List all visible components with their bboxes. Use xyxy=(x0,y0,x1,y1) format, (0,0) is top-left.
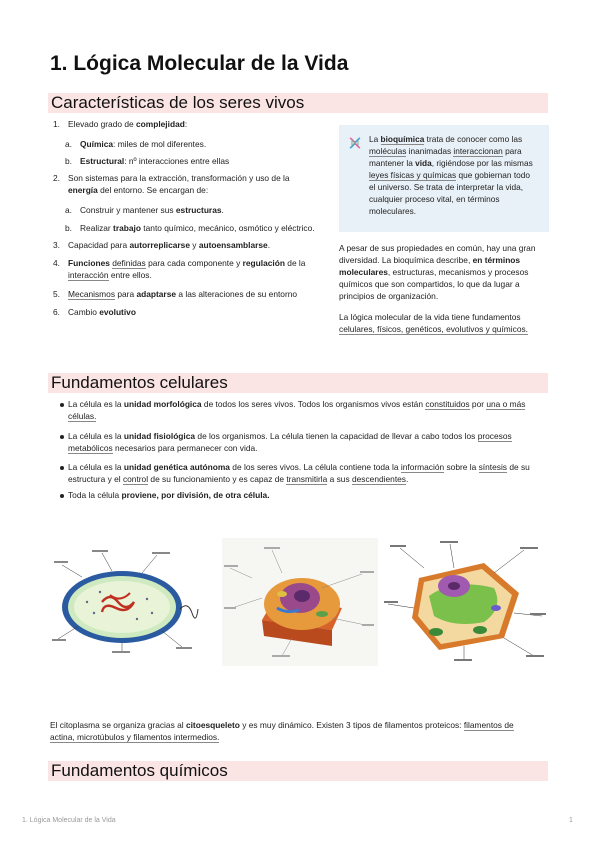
callout-text: La bioquímica trata de conocer como las moléculas inanimadas interaccionan para mantener la vida, rigiéndose por las mismas leyes físicas y químicas que gobiernan todo el universo. Se trata de interpretar la vida, cualquier proceso vital, en términos moleculares. xyxy=(369,134,533,216)
paragraph-citoplasma: El citoplasma se organiza gracias al citoesqueleto y es muy dinámico. Existen 3 tipos de filamentos proteicos: filamentos de actina, microtúbulos y filamentos intermedios. xyxy=(50,720,514,742)
bullet-dot xyxy=(60,466,64,470)
paragraph-fundamentos: La lógica molecular de la vida tiene fundamentos celulares, físicos, genéticos, evolutivos y químicos. xyxy=(339,312,528,334)
section-heading-caracteristicas: Características de los seres vivos xyxy=(48,93,548,113)
paragraph-diversidad: A pesar de sus propiedades en común, hay una gran diversidad. La bioquímica describe, en términos moleculares, estructuras, mecanismos y procesos químicos que son compartidos, lo que da lugar a principios de organización. xyxy=(339,243,536,301)
list-item: La célula es la unidad genética autónoma de los seres vivos. La célula contiene toda la información sobre la síntesis de su estructura y el control de su funcionamiento y es capaz de transmitirla a sus descendientes. xyxy=(68,462,530,484)
list-item: La célula es la unidad morfológica de todos los seres vivos. Todos los organismos vivos están constituidos por una o más células. xyxy=(68,399,526,421)
page-title: 1. Lógica Molecular de la Vida xyxy=(50,52,349,75)
document-page: 1. Lógica Molecular de la Vida Características de los seres vivos 1. Elevado grado de complejidad: a. Química: miles de mol diferentes. b. Estructural: nº interacciones entre ellas 2. Son sistemas para la extracción, transformación y uso de la energía del entorno. Se encargan de: a. Construir y mantener sus estructuras. b. Realizar trabajo tanto químico, mecánico, osmótico y eléctrico. 3. Capacidad para autorreplicarse y autoensamblarse. 4. Funciones definidas para cada componente y regulación de la interacción entre ellos. 5. Mecanismos para adaptarse a las alteraciones de su entorno 6. Cambio evolutivo La bioquímica trata de conocer como las moléculas inanimadas interaccionan para mantener la vida, rigiéndose por las mismas leyes físicas y químicas que gobiernan todo el universo. Se trata de interpretar la vida, cualquier proceso vital, en términos moleculares. A pesar de sus propiedades en común, hay una gran diversidad. La bioquímica describe, en términos moleculares, estructuras, mecanismos y procesos químicos que son compartidos, lo que da lugar a principios de organización. La lógica molecular de la vida tiene fundamentos celulares, físicos, genéticos, evolutivos y químicos. Fundamentos celulares La célula es la unidad morfológica de todos los seres vivos. Todos los organismos vivos están constituidos por una o más células. La célula es la unidad fisiológica de los organismos. La célula tienen la capacidad de llevar a cabo todos los procesos metabólicos necesarios para permanecer con vida. La célula es la unidad genética autónoma de los seres vivos. La célula contiene toda la información sobre la síntesis de su estructura y el control de su funcionamiento y es capaz de transmitirla a sus descendientes. Toda la célula proviene, por división, de otra célula. El citoplasma se organiza gracias al citoesqueleto y es muy dinámico. Existen 3 tipos de filamentos proteicos: filamentos de actina, microtúbulos y filamentos intermedios. Fundamentos químicos 1. Lógica Molecular de la Vida 1 xyxy=(22,52,573,824)
list-item: La célula es la unidad fisiológica de los organismos. La célula tienen la capacidad de llevar a cabo todos los procesos metabólicos necesarios para permanecer con vida. xyxy=(68,431,512,453)
bullet-dot xyxy=(60,435,64,439)
animal-cell-illustration xyxy=(222,538,378,666)
bacteria-cell-illustration xyxy=(52,547,202,657)
plant-cell-illustration xyxy=(384,538,548,664)
section-heading-fundamentos-quimicos: Fundamentos químicos xyxy=(48,761,548,781)
page-number: 1 xyxy=(569,817,573,824)
callout-box xyxy=(339,125,549,232)
section-heading-fundamentos-celulares: Fundamentos celulares xyxy=(48,373,548,393)
bullet-dot xyxy=(60,494,64,498)
dna-icon xyxy=(347,135,363,151)
list-item: Toda la célula proviene, por división, de otra célula. xyxy=(68,490,270,500)
bullet-dot xyxy=(60,403,64,407)
footer-left: 1. Lógica Molecular de la Vida xyxy=(22,817,116,824)
